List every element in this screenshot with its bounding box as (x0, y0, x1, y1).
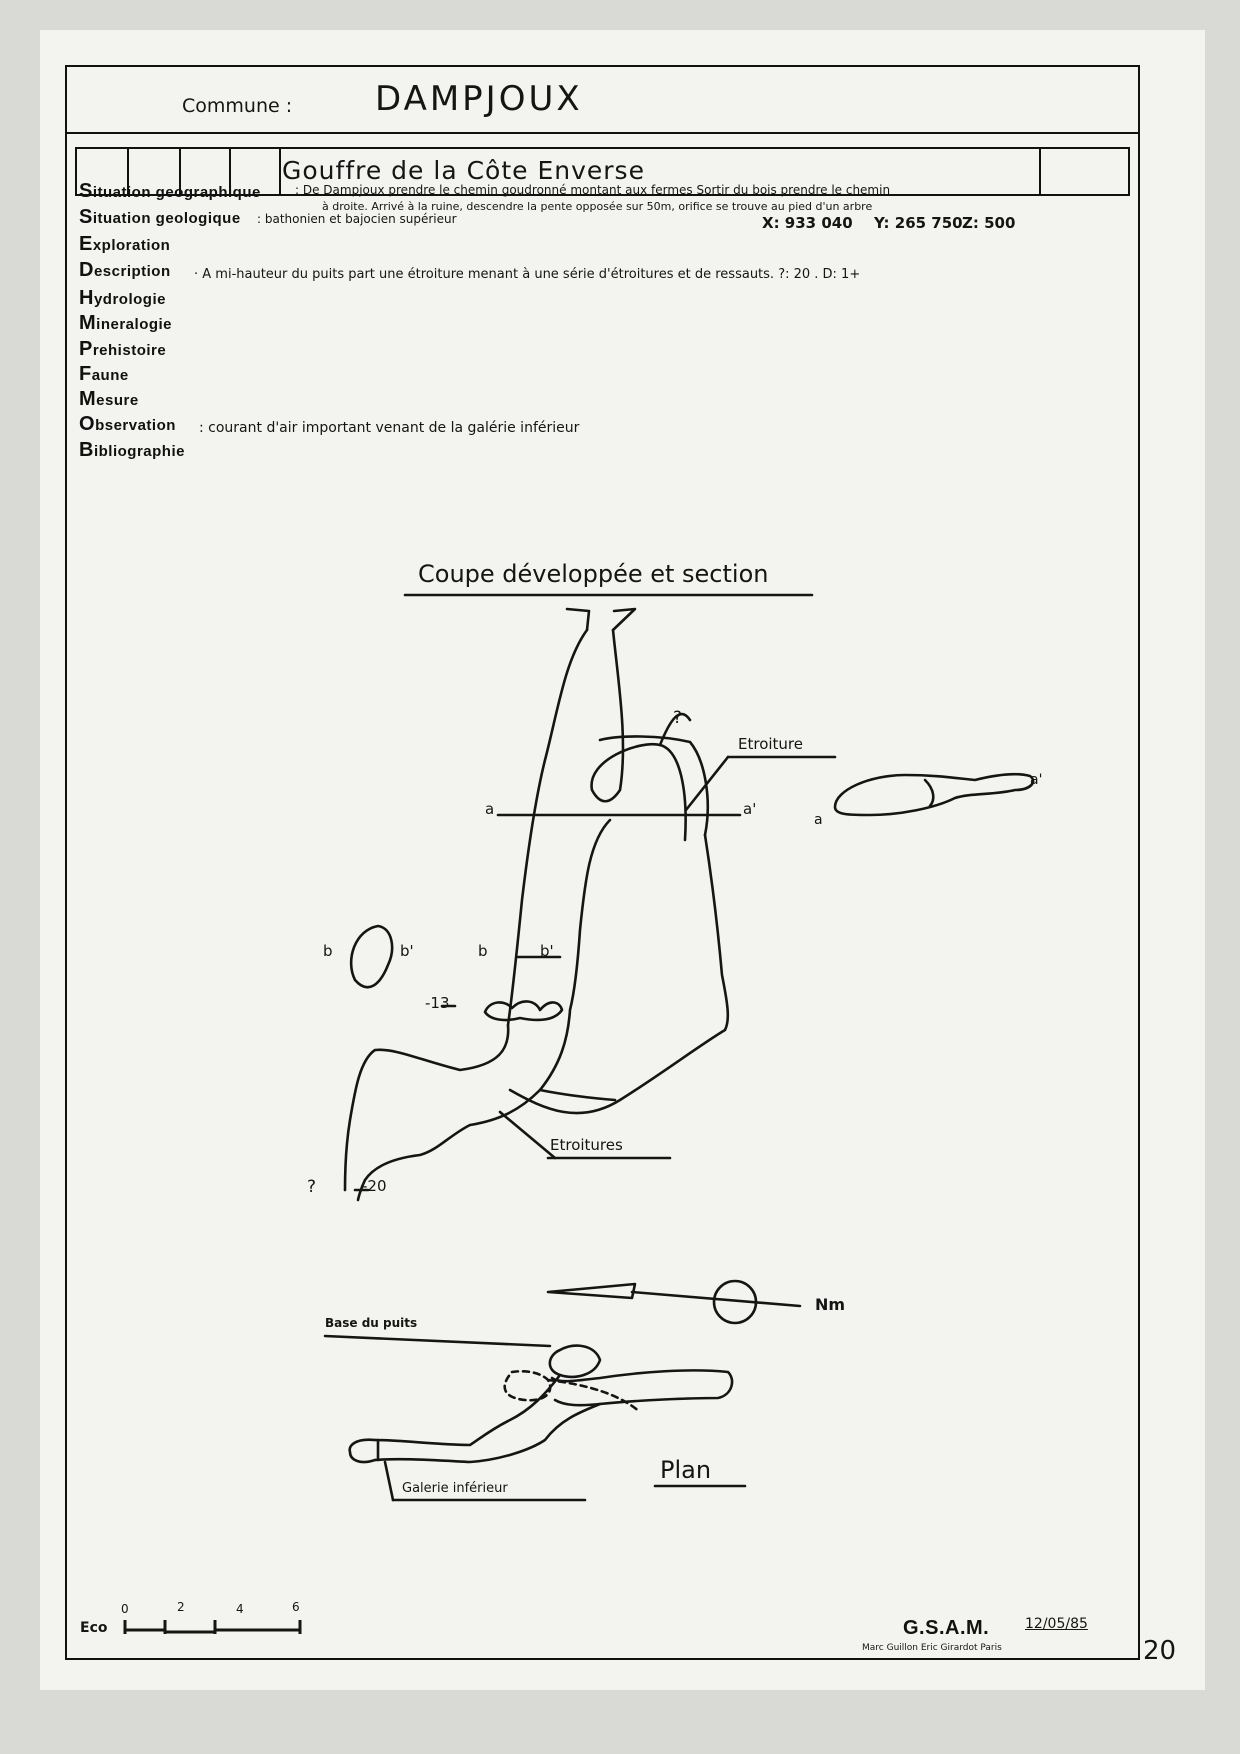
field-value-situation-geologique: : bathonien et bajocien supérieur (257, 212, 457, 226)
label-b: b (323, 942, 333, 960)
field-label-faune: Faune (79, 363, 129, 385)
field-label-bibliographie: Bibliographie (79, 439, 185, 461)
label-a-section: a (814, 812, 823, 828)
section-title: Coupe développée et section (418, 560, 769, 588)
label-a-prime-section: a' (1030, 772, 1043, 788)
scale-label: Eco (80, 1620, 108, 1636)
label-b-shaft: b (478, 942, 488, 960)
galerie-label: Galerie inférieur (402, 1481, 508, 1496)
scale-tick: 2 (177, 1600, 185, 1614)
label-b-prime-shaft: b' (540, 942, 554, 960)
field-label-mesure: Mesure (79, 388, 139, 410)
coord-x: X: 933 040 (762, 214, 853, 232)
north-label: Nm (815, 1295, 846, 1314)
page-number: 20 (1143, 1636, 1177, 1666)
depth-13-label: -13 (425, 994, 450, 1012)
question-mark-top: ? (673, 708, 683, 728)
field-value-description: · A mi-hauteur du puits part une étroiture menant à une série d'étroitures et de ressauts. ?: 20 . D: 1+ (194, 267, 861, 282)
coord-z: Z: 500 (962, 214, 1016, 232)
field-label-exploration: Exploration (79, 233, 171, 255)
field-label-situation-geologique: Situation geologique (79, 206, 241, 228)
coord-y: Y: 265 750 (874, 214, 963, 232)
field-label-description: Description (79, 259, 171, 281)
question-mark-bottom: ? (307, 1177, 317, 1197)
club-name: G.S.A.M. (903, 1617, 990, 1639)
survey-authors: Marc Guillon Eric Girardot Paris (862, 1643, 1002, 1653)
field-label-mineralogie: Mineralogie (79, 312, 173, 334)
etroiture-label: Etroiture (738, 735, 803, 753)
scale-tick: 0 (121, 1602, 129, 1616)
label-a-prime: a' (743, 800, 757, 818)
survey-date: 12/05/85 (1025, 1616, 1088, 1632)
field-label-observation: Observation (79, 413, 176, 435)
base-du-puits-label: Base du puits (325, 1316, 418, 1330)
field-label-hydrologie: Hydrologie (79, 287, 166, 309)
depth-20-label: -20 (362, 1177, 387, 1195)
label-b-prime: b' (400, 942, 414, 960)
label-a: a (485, 800, 495, 818)
field-value-observation: : courant d'air important venant de la galérie inférieur (199, 420, 580, 436)
plan-title: Plan (660, 1456, 712, 1484)
scale-tick: 6 (292, 1600, 300, 1614)
commune-name: DAMPJOUX (375, 79, 583, 119)
scale-tick: 4 (236, 1602, 244, 1616)
site-name: Gouffre de la Côte Enverse (282, 156, 645, 185)
commune-label: Commune : (182, 95, 293, 117)
field-value-situation-geographique-cont: à droite. Arrivé à la ruine, descendre la pente opposée sur 50m, orifice se trouve au pied d'un arbre (322, 200, 873, 213)
field-value-situation-geographique: : De Dampjoux prendre le chemin goudronné montant aux fermes Sortir du bois prendre le chemin (295, 183, 891, 197)
etroitures-label: Etroitures (550, 1136, 623, 1154)
field-label-prehistoire: Prehistoire (79, 338, 167, 360)
field-label-situation-geographique: Situation geographique (79, 180, 261, 202)
